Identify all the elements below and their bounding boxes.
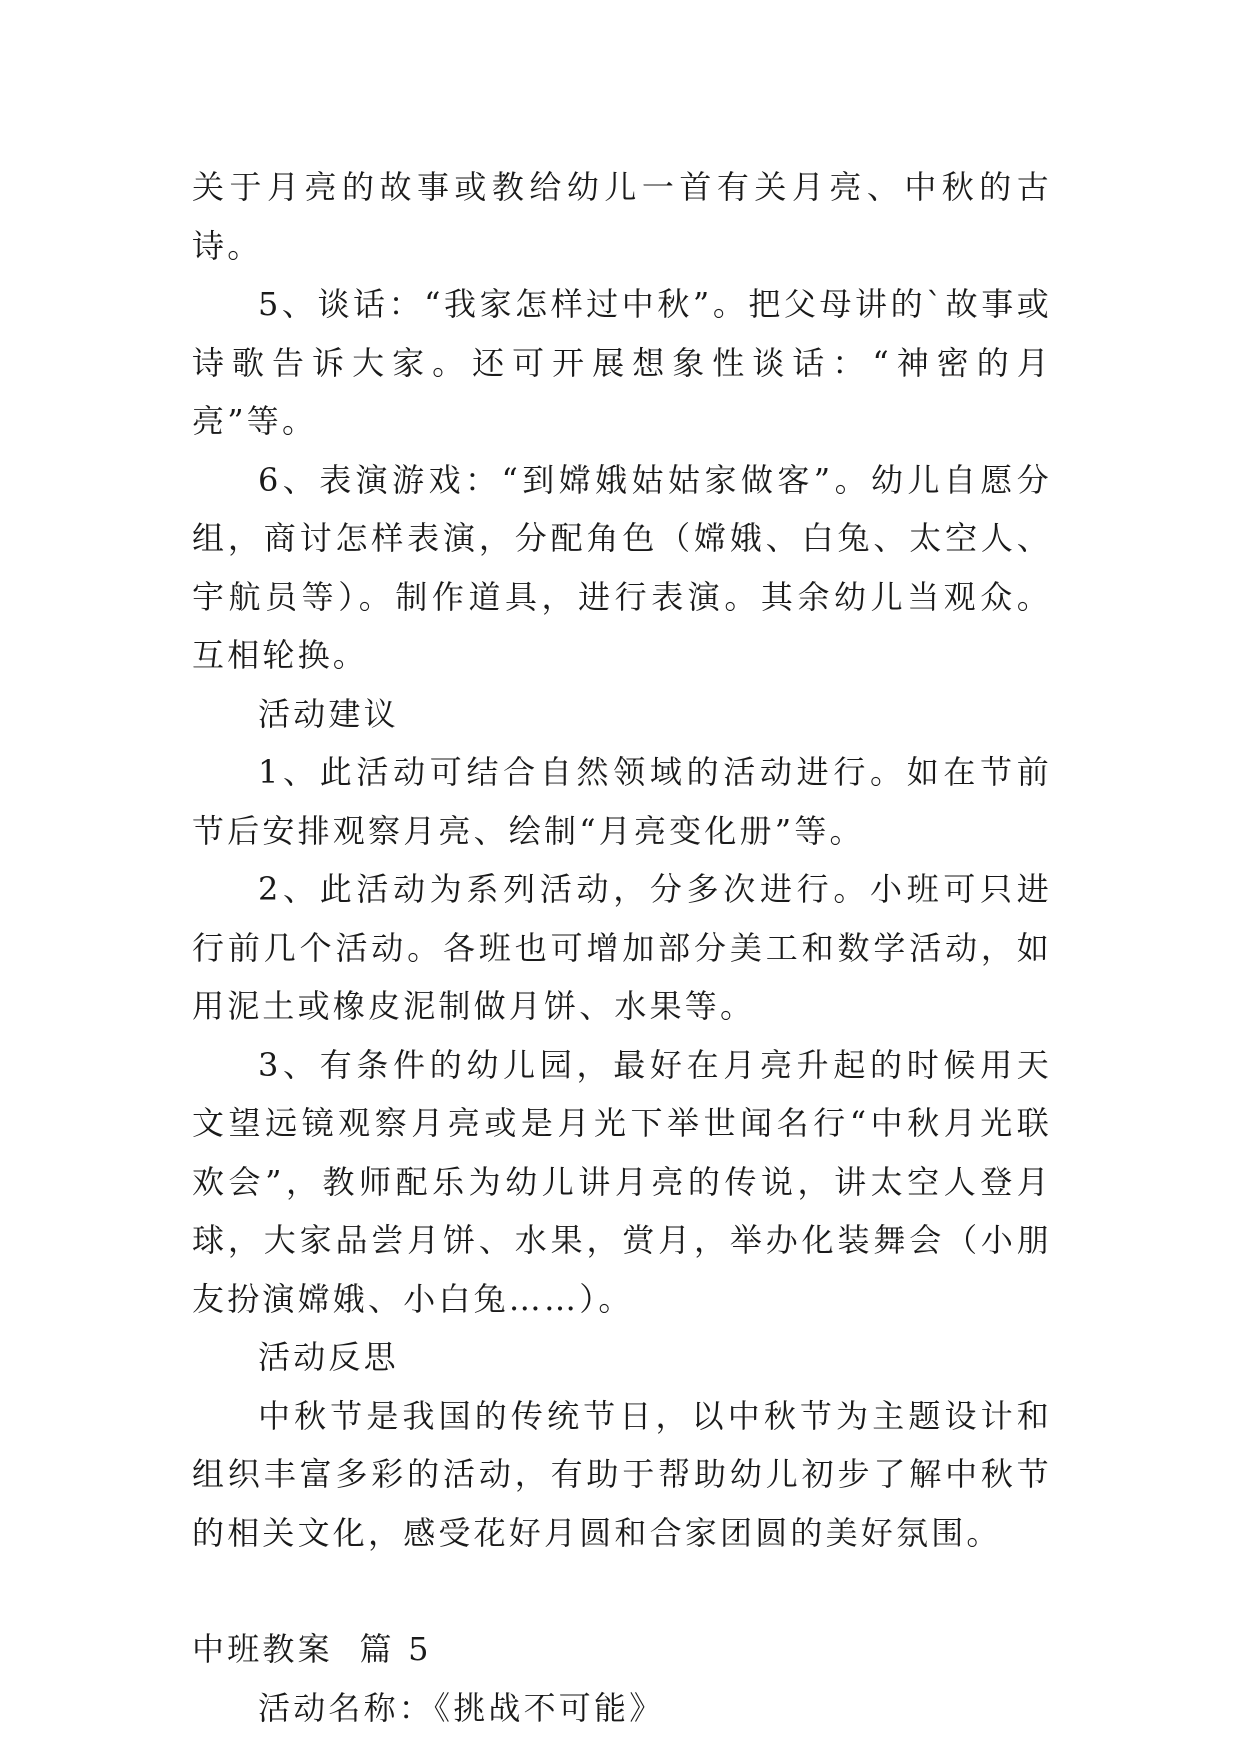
- paragraph-suggestion-2: 2、此活动为系列活动，分多次进行。小班可只进行前几个活动。各班也可增加部分美工和数学活动，如用泥土或橡皮泥制做月饼、水果等。: [192, 870, 1052, 1025]
- paragraph-reflection: 中秋节是我国的传统节日，以中秋节为主题设计和组织丰富多彩的活动，有助于帮助幼儿初步了解中秋节的相关文化，感受花好月圆和合家团圆的美好氛围。: [192, 1396, 1052, 1552]
- paragraph-suggestion-1: 1、此活动可结合自然领域的活动进行。如在节前节后安排观察月亮、绘制“月亮变化册”等。: [192, 753, 1052, 850]
- activity-name: 活动名称：《挑战不可能》: [258, 1688, 665, 1727]
- paragraph-continued: 关于月亮的故事或教给幼儿一首有关月亮、中秋的古诗。: [192, 168, 1052, 265]
- document-body: [192, 158, 1052, 1737]
- heading-activity-reflection: 活动反思: [258, 1338, 399, 1376]
- section-title: 中班教案 篇 5: [192, 1630, 432, 1668]
- paragraph-item-6: 6、表演游戏：“到嫦娥姑姑家做客”。幼儿自愿分组，商讨怎样表演，分配角色（嫦娥、白兔、太空人、宇航员等）。制作道具，进行表演。其余幼儿当观众。互相轮换。: [192, 460, 1052, 674]
- section-gap: [192, 1562, 1052, 1620]
- paragraph-item-5: 5、谈话：“我家怎样过中秋”。把父母讲的`故事或诗歌告诉大家。还可开展想象性谈话：“神密的月亮”等。: [192, 285, 1052, 440]
- paragraph-suggestion-3: 3、有条件的幼儿园，最好在月亮升起的时候用天文望远镜观察月亮或是月光下举世闻名行“中秋月光联欢会”，教师配乐为幼儿讲月亮的传说，讲太空人登月球，大家品尝月饼、水果，赏月，举办化装舞会（小朋友扮演嫦娥、小白兔……）。: [192, 1045, 1052, 1318]
- heading-activity-suggestions: 活动建议: [258, 694, 399, 733]
